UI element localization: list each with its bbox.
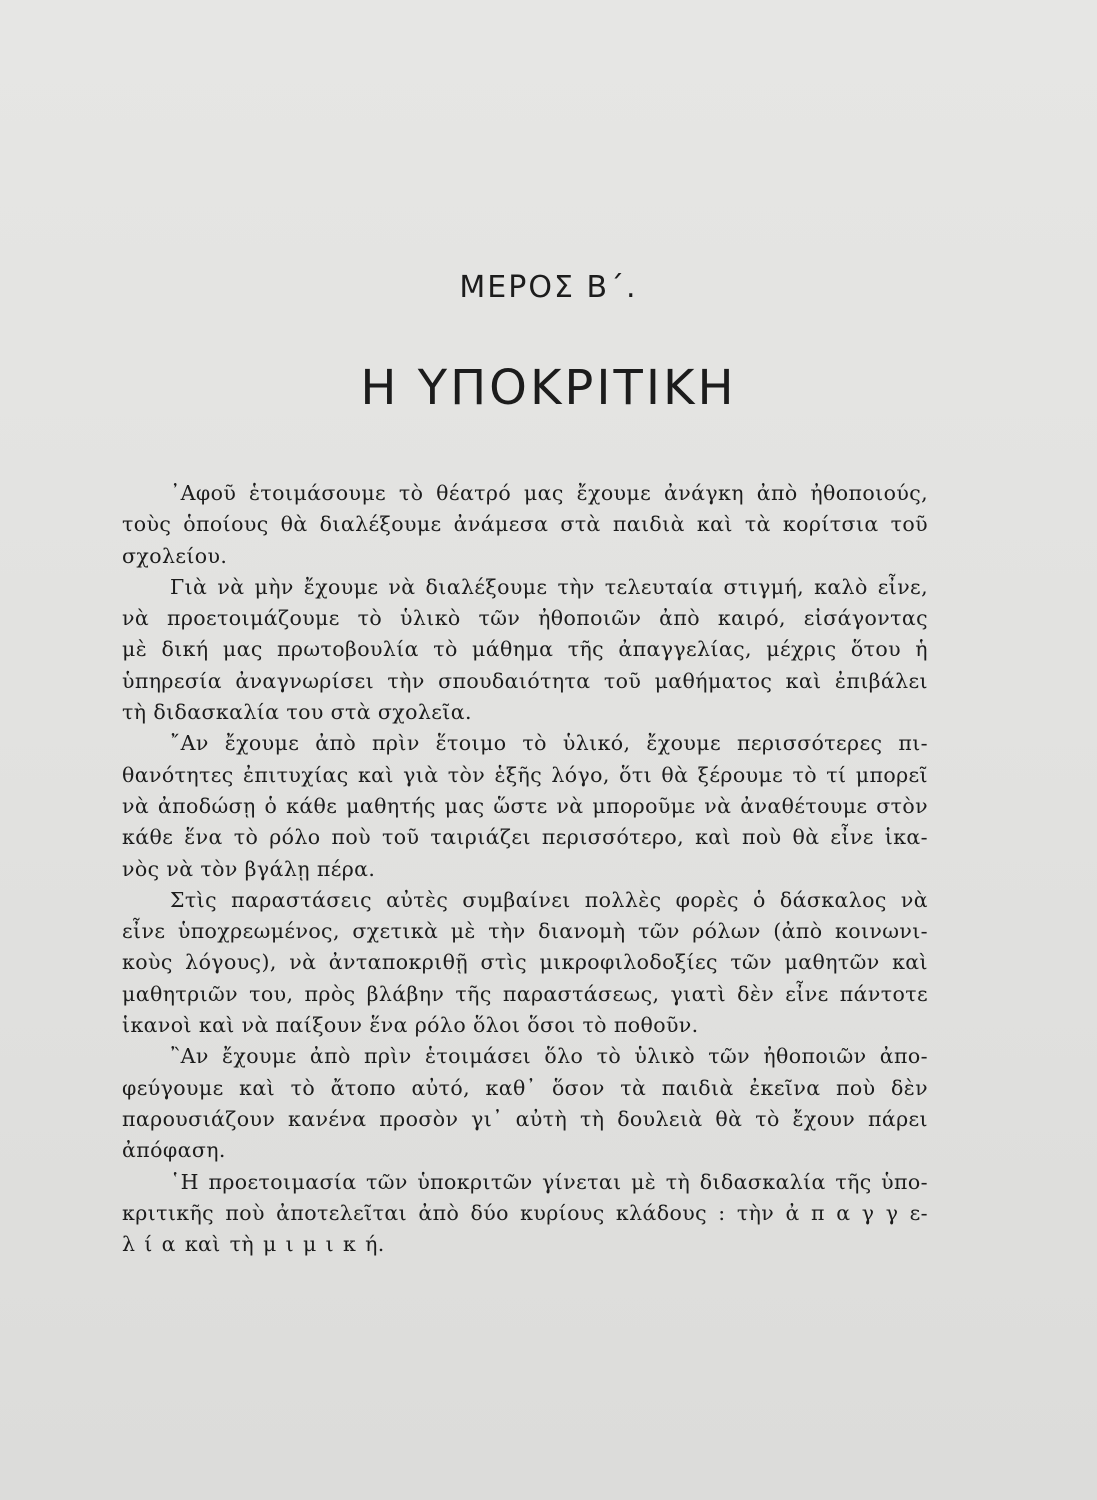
text-line: νὰ προετοιμάζουμε τὸ ὑλικὸ τῶν ἠθοποιῶν ἀπὸ καιρό, εἰσάγοντας (122, 606, 928, 631)
text-line: σχολείου. (122, 543, 228, 568)
text-line: μὲ δική μας πρωτοβουλία τὸ μάθημα τῆς ἀπαγγελίας, μέχρις ὅτου ἡ (122, 637, 928, 662)
text-line: λ ί α καὶ τὴ μ ι μ ι κ ή. (122, 1232, 385, 1257)
text-line: ῾Η προετοιμασία τῶν ὑποκριτῶν γίνεται μὲ τὴ διδασκαλία τῆς ὑπο- (170, 1169, 928, 1194)
text-line: κριτικῆς ποὺ ἀποτελεῖται ἀπὸ δύο κυρίους κλάδους : τὴν ἀ π α γ γ ε- (122, 1200, 928, 1225)
text-line: Στὶς παραστάσεις αὐτὲς συμβαίνει πολλὲς φορὲς ὁ δάσκαλος νὰ (170, 887, 928, 912)
text-line: κοὺς λόγους), νὰ ἀνταποκριθῇ στὶς μικροφιλοδοξίες τῶν μαθητῶν καὶ (122, 950, 928, 975)
text-line: ὑπηρεσία ἀναγνωρίσει τὴν σπουδαιότητα τοῦ μαθήματος καὶ ἐπιβάλει (122, 668, 928, 693)
chapter-title: Η ΥΠΟΚΡΙΤΙΚΗ (360, 360, 737, 416)
text-line: ἱκανοὶ καὶ νὰ παίξουν ἕνα ρόλο ὅλοι ὅσοι τὸ ποθοῦν. (122, 1013, 699, 1038)
part-heading: ΜΕΡΟΣ Β΄. (459, 270, 638, 305)
text-line: ἀπόφαση. (122, 1138, 226, 1163)
text-line: μαθητριῶν του, πρὸς βλάβην τῆς παραστάσεως, γιατὶ δὲν εἶνε πάντοτε (122, 981, 928, 1006)
body-text (122, 478, 928, 1260)
text-line: ῍Αν ἔχουμε ἀπὸ πρὶν ἑτοιμάσει ὅλο τὸ ὑλικὸ τῶν ἠθοποιῶν ἀπο- (170, 1044, 928, 1069)
text-line: ᾿Αφοῦ ἑτοιμάσουμε τὸ θέατρό μας ἔχουμε ἀνάγκη ἀπὸ ἠθοποιούς, (170, 481, 928, 505)
text-line: Γιὰ νὰ μὴν ἔχουμε νὰ διαλέξουμε τὴν τελευταία στιγμή, καλὸ εἶνε, (170, 574, 928, 599)
text-line: ῎Αν ἔχουμε ἀπὸ πρὶν ἕτοιμο τὸ ὑλικό, ἔχουμε περισσότερες πι- (170, 731, 928, 756)
text-line: κάθε ἕνα τὸ ρόλο ποὺ τοῦ ταιριάζει περισσότερο, καὶ ποὺ θὰ εἶνε ἱκα- (122, 825, 928, 850)
text-line: νὸς νὰ τὸν βγάλῃ πέρα. (122, 856, 376, 881)
text-line: τὴ διδασκαλία του στὰ σχολεῖα. (122, 700, 472, 725)
text-line: θανότητες ἐπιτυχίας καὶ γιὰ τὸν ἑξῆς λόγο, ὅτι θὰ ξέρουμε τὸ τί μπορεῖ (122, 762, 928, 787)
text-line: εἶνε ὑποχρεωμένος, σχετικὰ μὲ τὴν διανομὴ τῶν ρόλων (ἀπὸ κοινωνι- (122, 919, 928, 944)
text-line: τοὺς ὁποίους θὰ διαλέξουμε ἀνάμεσα στὰ παιδιὰ καὶ τὰ κορίτσια τοῦ (122, 512, 928, 537)
text-line: παρουσιάζουν κανένα προσὸν γι᾿ αὐτὴ τὴ δουλειὰ θὰ τὸ ἔχουν πάρει (122, 1106, 928, 1131)
text-line: φεύγουμε καὶ τὸ ἄτοπο αὐτό, καθ᾿ ὅσον τὰ παιδιὰ ἐκεῖνα ποὺ δὲν (122, 1075, 928, 1100)
text-line: νὰ ἀποδώσῃ ὁ κάθε μαθητής μας ὥστε νὰ μποροῦμε νὰ ἀναθέτουμε στὸν (122, 793, 928, 818)
